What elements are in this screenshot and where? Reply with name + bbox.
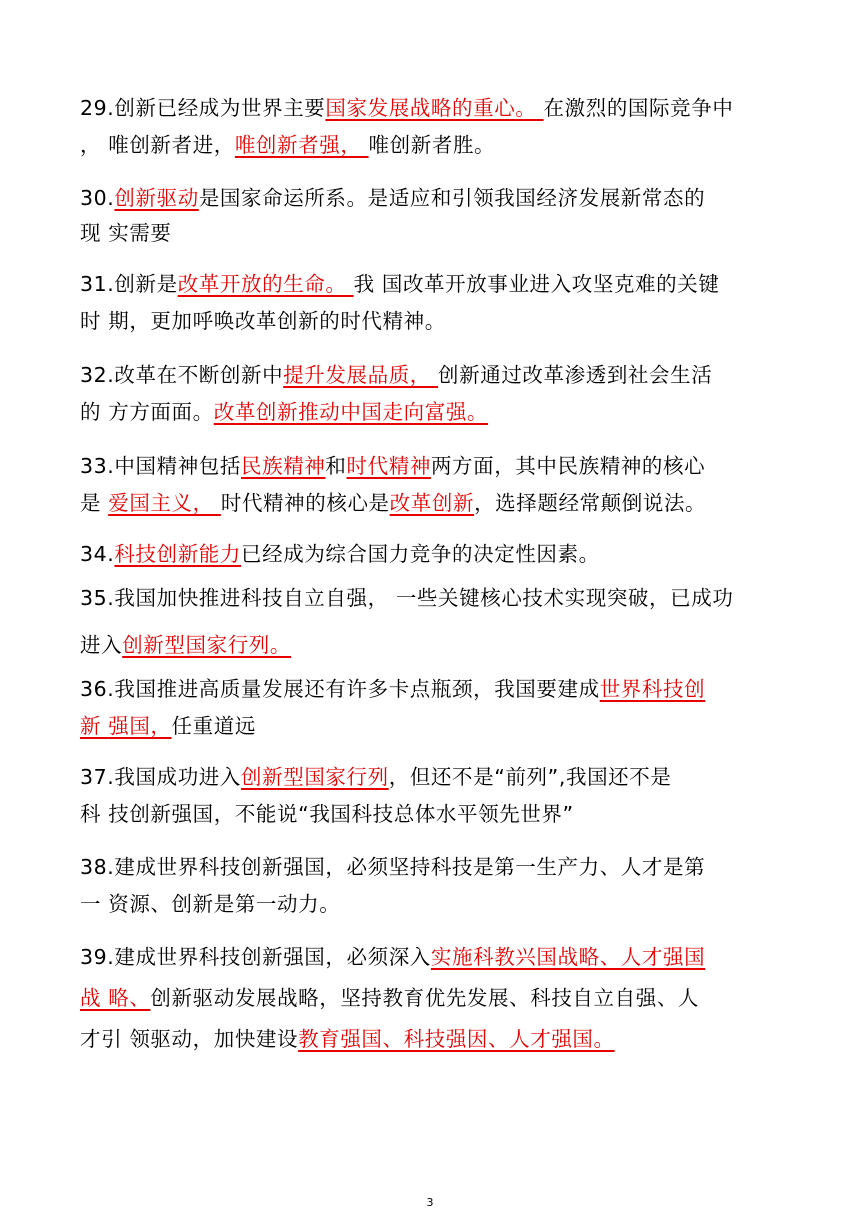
highlighted-text: 强国， <box>108 714 172 738</box>
highlighted-text: 新 <box>80 714 109 738</box>
text-segment: 在激烈的国际竞争中 <box>543 96 734 120</box>
text-segment: 才引 领驱动，加快建设 <box>80 1027 299 1051</box>
text-line <box>80 130 780 160</box>
text-segment: 唯创新者胜。 <box>368 133 496 157</box>
text-segment: 是 <box>80 491 109 515</box>
text-line <box>80 218 780 248</box>
highlighted-text: 爱国主义， <box>108 491 221 515</box>
text-line <box>80 360 780 390</box>
text-segment: ， 唯创新者进， <box>80 133 235 157</box>
text-segment: 36.我国推进高质量发展还有许多卡点瓶颈，我国要建成 <box>80 677 600 701</box>
text-segment: 38.建成世界科技创新强国，必须坚持科技是第一生产力、人才是第 <box>80 855 706 879</box>
text-line <box>80 852 780 882</box>
text-segment: 32.改革在不断创新中 <box>80 363 284 387</box>
text-segment: 我 国改革开放事业进入攻坚克难的关键 <box>353 272 720 296</box>
highlighted-text: 唯创新者强， <box>234 133 369 157</box>
text-line <box>80 889 780 919</box>
text-line <box>80 674 780 704</box>
text-segment: 科 技创新强国，不能说“我国科技总体水平领先世界” <box>80 802 574 826</box>
text-line <box>80 451 780 481</box>
text-line <box>80 397 780 427</box>
highlighted-text: 国家发展战略的重心。 <box>325 96 544 120</box>
text-line <box>80 1024 780 1054</box>
text-line <box>80 762 780 792</box>
highlighted-text: 时代精神 <box>346 454 431 478</box>
highlighted-text: 世界科技创 <box>599 677 706 701</box>
text-segment: 的 方方面面。 <box>80 400 214 424</box>
text-line <box>80 488 780 518</box>
highlighted-text: 创新驱动 <box>114 186 199 210</box>
text-segment: ，但还不是“前列”,我国还不是 <box>388 765 672 789</box>
text-segment: ，选择题经常颠倒说法。 <box>474 491 707 515</box>
text-line <box>80 630 780 660</box>
text-segment: 两方面，其中民族精神的核心 <box>430 454 706 478</box>
text-line <box>80 93 780 123</box>
text-line <box>80 539 780 569</box>
text-line <box>80 306 780 336</box>
text-line <box>80 269 780 299</box>
text-segment: 现 实需要 <box>80 221 172 245</box>
text-segment: 进入 <box>80 633 123 657</box>
text-segment: 和 <box>325 454 347 478</box>
highlighted-text: 战 略、 <box>80 986 151 1010</box>
page-number: 3 <box>426 1196 434 1209</box>
highlighted-text: 改革开放的生命。 <box>177 272 354 296</box>
text-segment: 一 资源、创新是第一动力。 <box>80 892 341 916</box>
text-segment: 39.建成世界科技创新强国，必须深入 <box>80 945 431 969</box>
text-line <box>80 711 780 741</box>
text-segment: 34. <box>80 542 115 566</box>
text-segment: 31.创新是 <box>80 272 178 296</box>
text-line <box>80 583 780 613</box>
highlighted-text: 创新型国家行列。 <box>122 633 292 657</box>
text-segment: 时代精神的核心是 <box>220 491 390 515</box>
text-segment: 创新驱动发展战略，坚持教育优先发展、科技自立自强、人 <box>150 986 700 1010</box>
text-segment: 30. <box>80 186 115 210</box>
text-line <box>80 983 780 1013</box>
highlighted-text: 实施科教兴国战略、人才强国 <box>430 945 706 969</box>
text-segment: 37.我国成功进入 <box>80 765 242 789</box>
text-segment: 任重道远 <box>171 714 256 738</box>
highlighted-text: 提升发展品质， <box>283 363 439 387</box>
highlighted-text: 教育强国、科技强因、人才强国。 <box>298 1027 615 1051</box>
text-line <box>80 183 780 213</box>
highlighted-text: 改革创新 <box>389 491 475 515</box>
text-segment: 33.中国精神包括 <box>80 454 242 478</box>
text-segment: 是国家命运所系。是适应和引领我国经济发展新常态的 <box>198 186 706 210</box>
text-segment: 35.我国加快推进科技自立自强， 一些关键核心技术实现突破，已成功 <box>80 586 734 610</box>
highlighted-text: 科技创新能力 <box>114 542 242 566</box>
text-line <box>80 799 780 829</box>
text-line <box>80 942 780 972</box>
highlighted-text: 民族精神 <box>241 454 326 478</box>
highlighted-text: 改革创新推动中国走向富强。 <box>213 400 489 424</box>
text-segment: 时 期，更加呼唤改革创新的时代精神。 <box>80 309 446 333</box>
text-segment: 已经成为综合国力竞争的决定性因素。 <box>241 542 600 566</box>
highlighted-text: 创新型国家行列 <box>241 765 389 789</box>
text-segment: 29.创新已经成为世界主要 <box>80 96 326 120</box>
text-segment: 创新通过改革渗透到社会生活 <box>438 363 713 387</box>
